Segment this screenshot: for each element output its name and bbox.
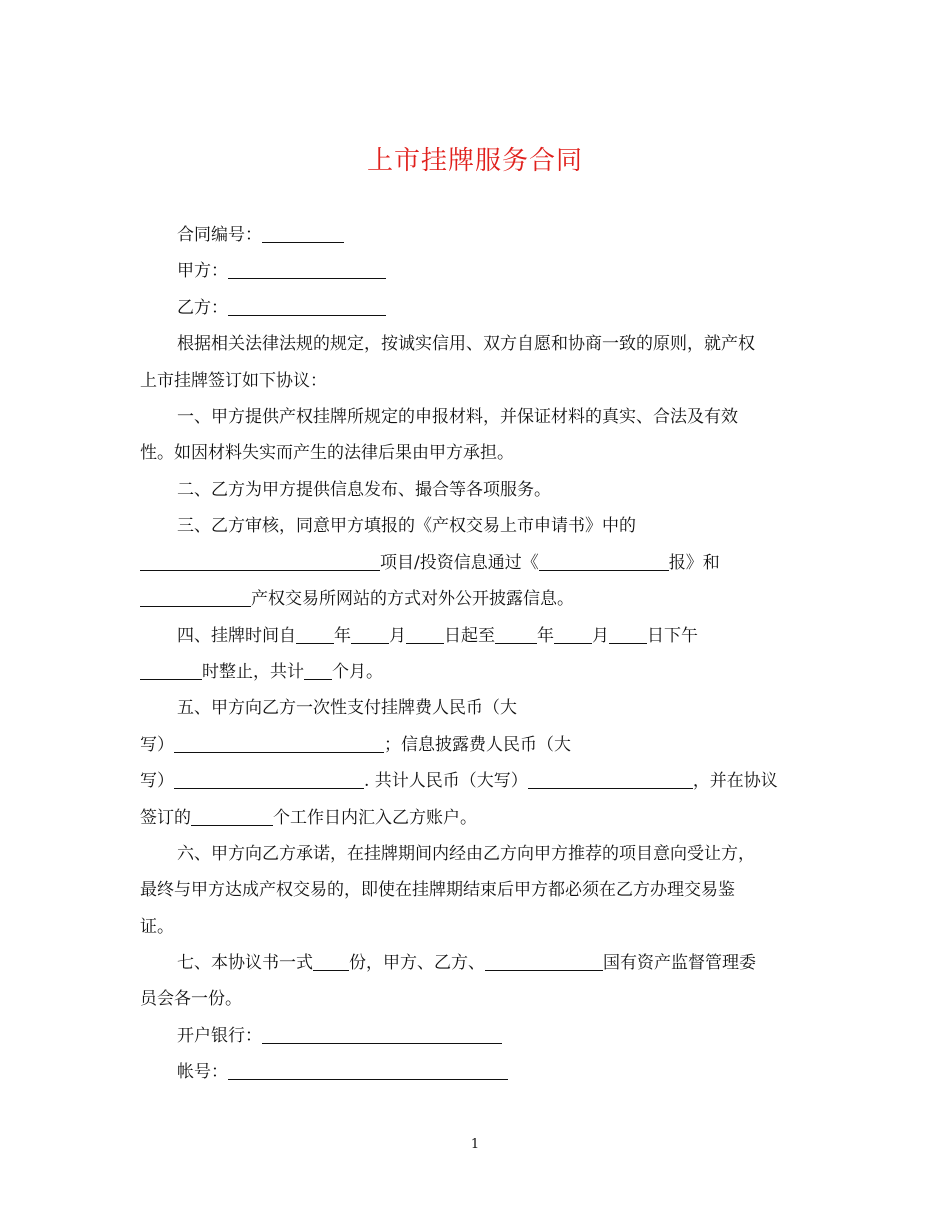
clause-4-text-b: 时整止，共计: [202, 662, 304, 682]
clause-1-line-1: 一、甲方提供产权挂牌所规定的申报材料，并保证材料的真实、合法及有效: [177, 407, 738, 427]
clause-3-line-1: 三、乙方审核，同意甲方填报的《产权交易上市申请书》中的: [177, 516, 636, 536]
party-a-label: 甲方：: [177, 261, 228, 281]
end-hour-blank[interactable]: [140, 661, 202, 680]
clause-5-line-4: [140, 806, 820, 830]
party-b-blank[interactable]: [228, 297, 386, 316]
total-fee-blank[interactable]: [528, 770, 693, 789]
clause-3-text-c: 产权交易所网站的方式对外公开披露信息。: [251, 589, 574, 609]
year-label: 年: [334, 626, 351, 646]
months-blank[interactable]: [304, 661, 332, 680]
clause-5-text-b: ；信息披露费人民币（大: [384, 735, 571, 755]
contract-number-line: [177, 223, 817, 247]
clause-4-line-2: [140, 660, 820, 684]
project-blank[interactable]: [140, 552, 380, 571]
party-a-line: [177, 259, 817, 283]
working-days-blank[interactable]: [191, 807, 273, 826]
clause-5-text-a: 写）: [140, 735, 174, 755]
clause-7-text-a: 七、本协议书一式: [177, 953, 313, 973]
clause-3-text-b: 报》和: [668, 553, 720, 573]
clause-7-line-1: [177, 951, 817, 975]
start-year-blank[interactable]: [296, 625, 334, 644]
clause-2: 二、乙方为甲方提供信息发布、撮合等各项服务。: [177, 480, 551, 500]
account-line: [177, 1060, 817, 1084]
clause-5-text-e: ，并在协议: [692, 771, 778, 791]
month-label-2: 月: [592, 626, 609, 646]
contract-number-label: 合同编号：: [177, 225, 262, 245]
bank-blank[interactable]: [262, 1025, 502, 1044]
disclosure-fee-blank[interactable]: [174, 770, 364, 789]
clause-4-line-1: [177, 624, 817, 648]
clause-3-text-a: 项目/投资信息通过《: [380, 553, 539, 573]
intro-line-2: 上市挂牌签订如下协议：: [140, 371, 327, 391]
exchange-blank[interactable]: [140, 588, 251, 607]
clause-7-text-c: 国有资产监督管理委: [603, 953, 756, 973]
day-afternoon-label: 日下午: [647, 626, 698, 646]
page-number: 1: [470, 1137, 480, 1152]
end-day-blank[interactable]: [609, 625, 647, 644]
regulator-blank[interactable]: [485, 952, 603, 971]
end-month-blank[interactable]: [554, 625, 592, 644]
end-year-blank[interactable]: [495, 625, 537, 644]
clause-7-text-b: 份，甲方、乙方、: [349, 953, 485, 973]
clause-6-line-2: 最终与甲方达成产权交易的，即使在挂牌期结束后甲方都必须在乙方办理交易鉴: [140, 880, 735, 900]
clause-5-text-f: 签订的: [140, 808, 191, 828]
bank-label: 开户银行：: [177, 1026, 262, 1046]
intro-line-1: 根据相关法律法规的规定，按诚实信用、双方自愿和协商一致的原则，就产权: [177, 334, 755, 354]
contract-title: 上市挂牌服务合同: [366, 146, 583, 176]
day-to-label: 日起至: [444, 626, 495, 646]
year-label-2: 年: [537, 626, 554, 646]
clause-6-line-1: 六、甲方向乙方承诺，在挂牌期间内经由乙方向甲方推荐的项目意向受让方，: [177, 844, 755, 864]
month-label: 月: [389, 626, 406, 646]
clause-5-text-c: 写）: [140, 771, 174, 791]
account-label: 帐号：: [177, 1062, 228, 1082]
bank-line: [177, 1024, 817, 1048]
party-a-blank[interactable]: [228, 260, 386, 279]
party-b-label: 乙方：: [177, 298, 228, 318]
clause-5-line-1: 五、甲方向乙方一次性支付挂牌费人民币（大: [177, 698, 517, 718]
party-b-line: [177, 296, 817, 320]
contract-number-blank[interactable]: [262, 224, 344, 243]
clause-6-line-3: 证。: [140, 917, 174, 937]
clause-5-text-d: . 共计人民币（大写）: [364, 771, 528, 791]
start-day-blank[interactable]: [406, 625, 444, 644]
listing-fee-blank[interactable]: [174, 734, 384, 753]
clause-4-text-c: 个月。: [332, 662, 383, 682]
clause-5-line-3: [140, 769, 820, 793]
start-month-blank[interactable]: [351, 625, 389, 644]
clause-3-line-2: [140, 551, 820, 575]
account-blank[interactable]: [228, 1061, 508, 1080]
clause-1-line-2: 性。如因材料失实而产生的法律后果由甲方承担。: [140, 443, 514, 463]
clause-5-line-2: [140, 733, 820, 757]
clause-7-line-2: 员会各一份。: [140, 989, 242, 1009]
clause-3-line-3: [140, 587, 820, 611]
clause-5-text-g: 个工作日内汇入乙方账户。: [273, 808, 477, 828]
copies-blank[interactable]: [313, 952, 349, 971]
newspaper-blank[interactable]: [539, 552, 669, 571]
clause-4-text-a: 四、挂牌时间自: [177, 626, 296, 646]
